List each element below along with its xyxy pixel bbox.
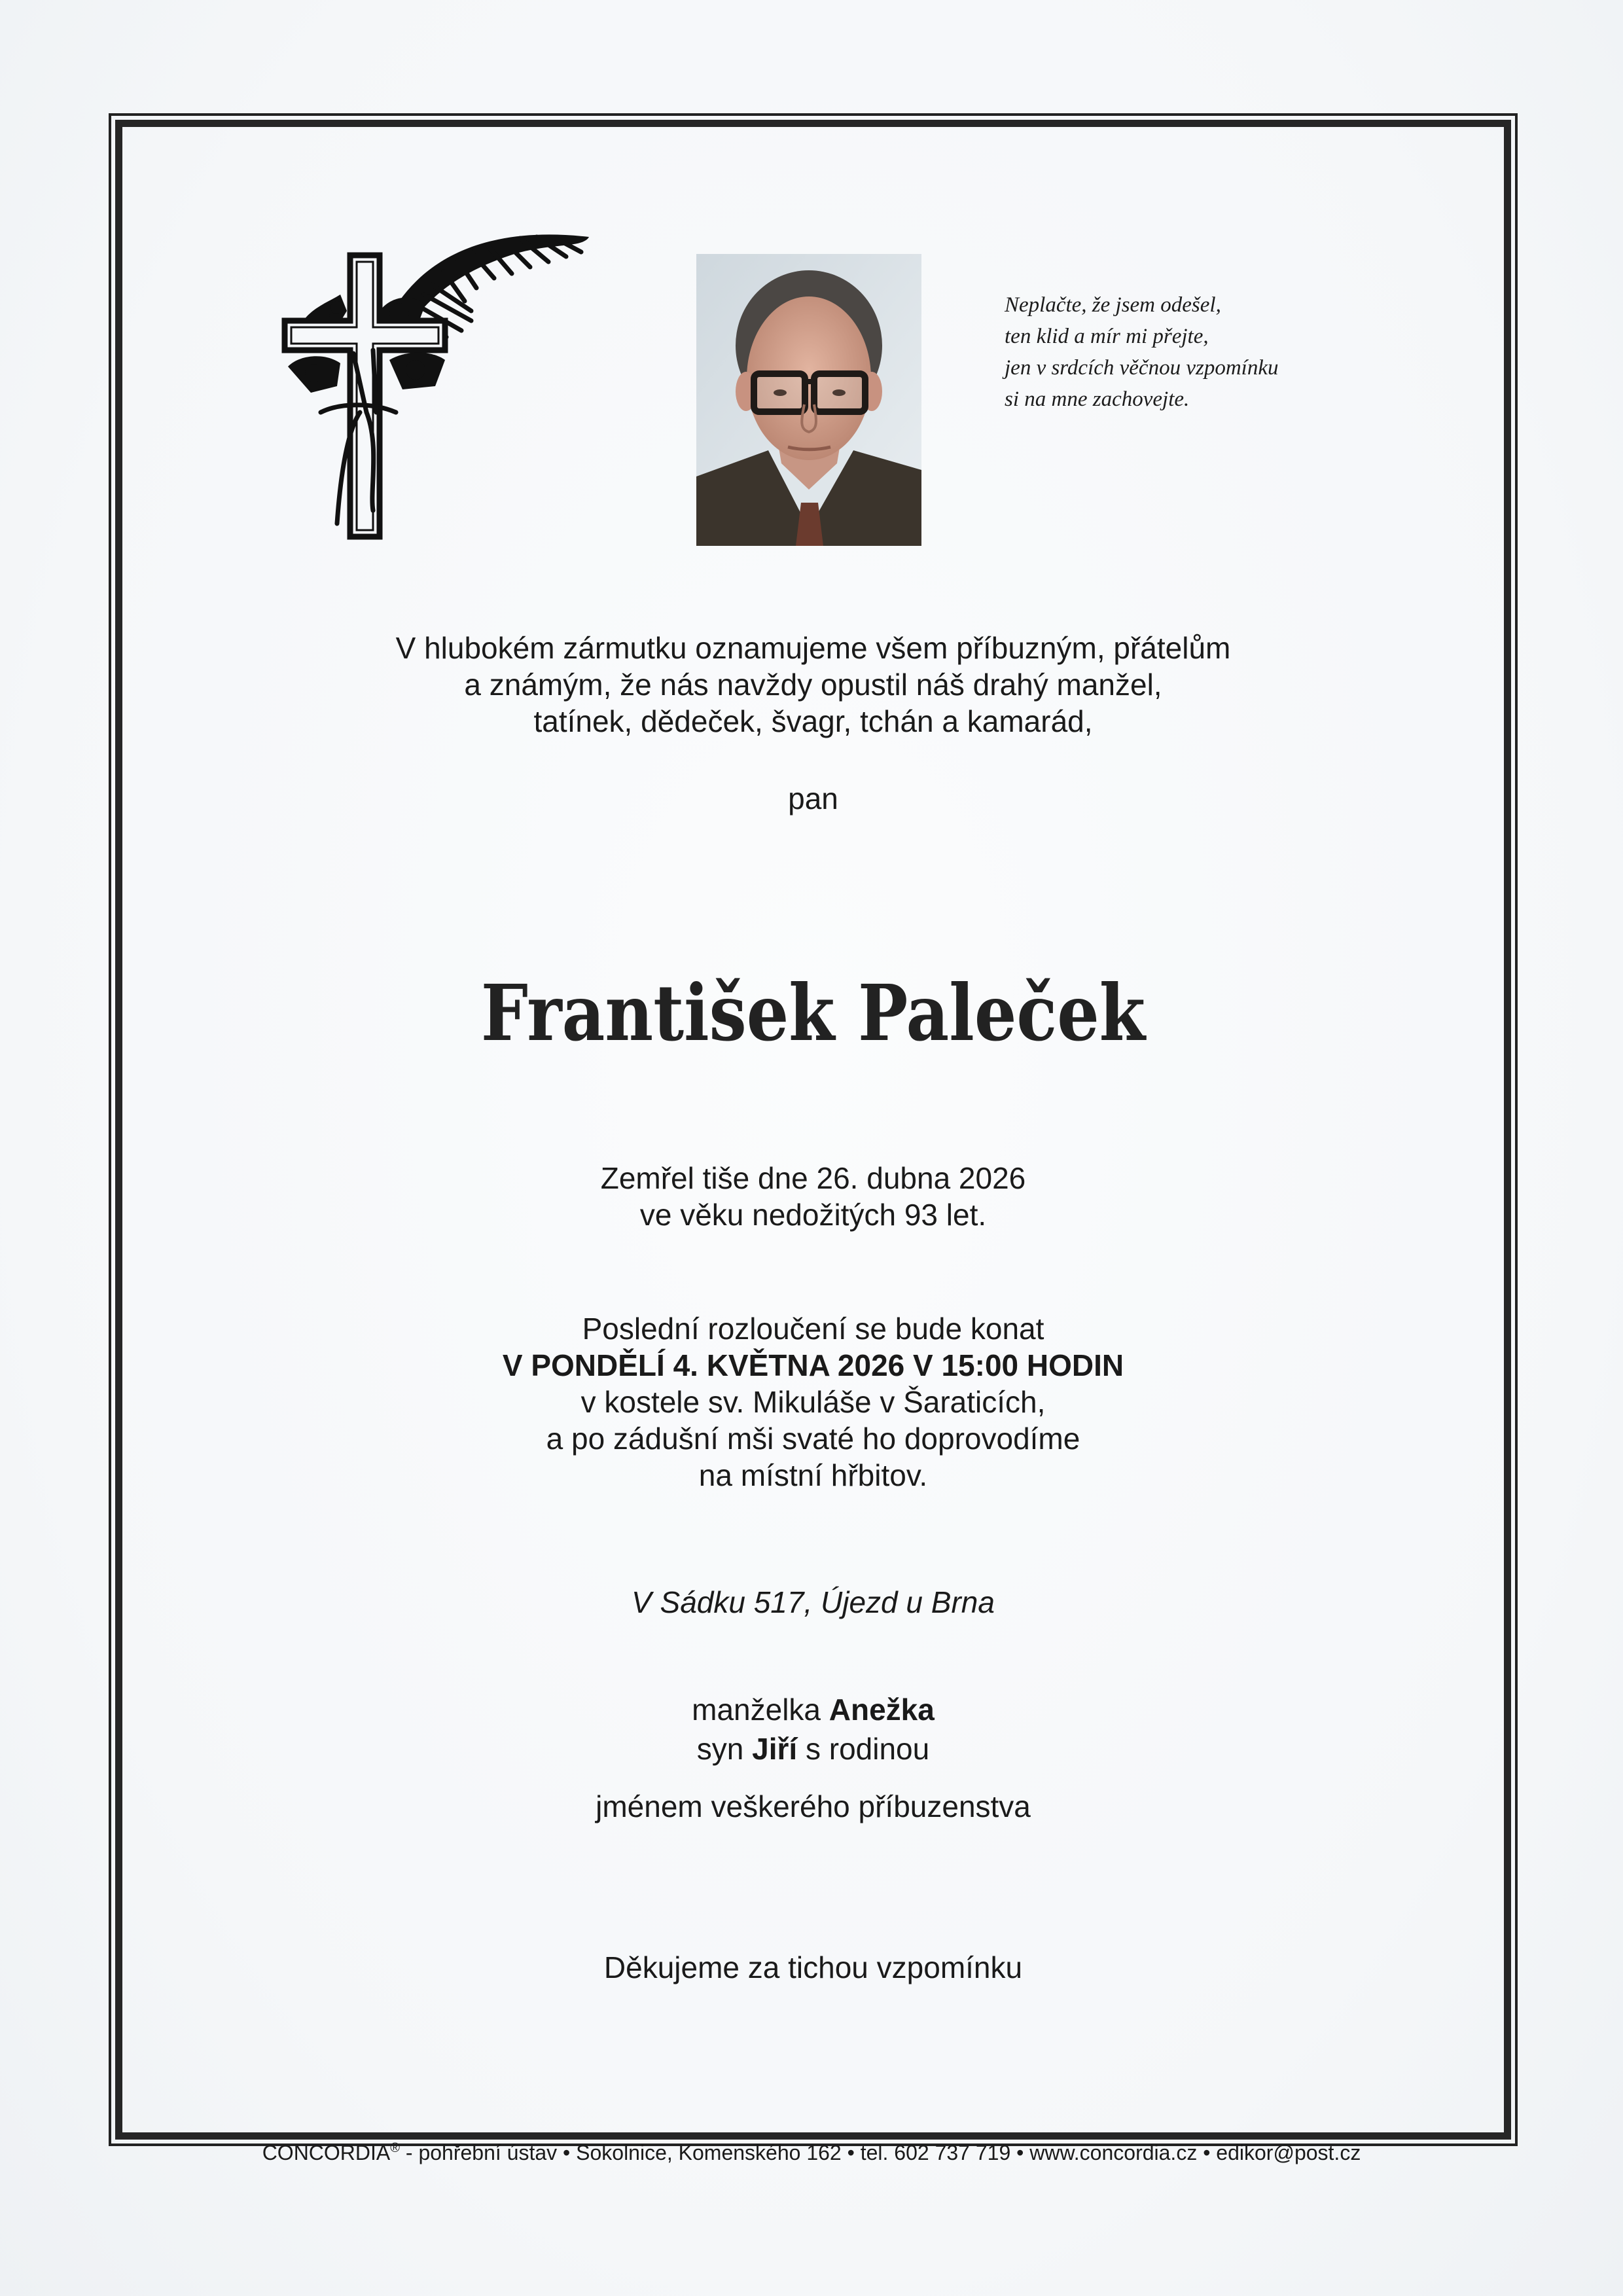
mourner-son (122, 1729, 1505, 1768)
funeral-home-footer (0, 2135, 1623, 2166)
funeral-details (122, 1310, 1505, 1494)
on-behalf-line: jménem veškerého příbuzenstva (596, 1789, 1031, 1823)
death-date-line: Zemřel tiše dne 26. dubna 2026 (600, 1161, 1026, 1195)
funeral-intro: Poslední rozloučení se bude konat (582, 1312, 1044, 1346)
announcement-text (122, 630, 1505, 740)
family-address: V Sádku 517, Újezd u Brna (632, 1585, 995, 1619)
announcement-line: V hlubokém zármutku oznamujeme všem příbuzným, přátelům (395, 631, 1231, 665)
poem-line: Neplačte, že jsem odešel, (1005, 293, 1221, 317)
thanks-line: Děkujeme za tichou vzpomínku (603, 1950, 1023, 1984)
funeral-line: a po zádušní mši svaté ho doprovodíme (546, 1422, 1080, 1456)
death-details (122, 1160, 1505, 1233)
footer-contact: - pohřební ústav • Sokolnice, Komenského 162 • tel. 602 737 719 • www.concordia.cz • edikor@post.cz (400, 2141, 1361, 2164)
mourner-name: Anežka (829, 1693, 935, 1727)
funeral-datetime: V PONDĚLÍ 4. KVĚTNA 2026 V 15:00 HODIN (502, 1348, 1124, 1382)
title-word: pan (788, 781, 838, 816)
mourner-relation: syn (696, 1732, 744, 1766)
poem-verse (1005, 289, 1397, 415)
age-line: ve věku nedožitých 93 let. (639, 1198, 987, 1232)
deceased-name: František Paleček (480, 967, 1146, 1058)
poem-line: si na mne zachovejte. (1005, 387, 1190, 411)
cross-with-palm-and-flowers-icon (275, 196, 602, 563)
announcement-line: a známým, že nás navždy opustil náš drahý manžel, (464, 668, 1162, 702)
footer-brand: CONCORDIA (262, 2141, 391, 2164)
mourner-wife (122, 1690, 1505, 1729)
mourner-suffix: s rodinou (805, 1732, 930, 1766)
mourners-list (122, 1690, 1505, 1768)
announcement-line: tatínek, dědeček, švagr, tchán a kamarád, (533, 704, 1093, 738)
registered-mark: ® (390, 2141, 400, 2155)
funeral-line: na místní hřbitov. (698, 1458, 928, 1492)
funeral-line: v kostele sv. Mikuláše v Šaraticích, (580, 1385, 1046, 1419)
poem-line: ten klid a mír mi přejte, (1005, 325, 1209, 348)
poem-line: jen v srdcích věčnou vzpomínku (1005, 356, 1279, 380)
mourner-name: Jiří (752, 1732, 798, 1766)
portrait-photo (696, 254, 921, 546)
mourner-relation: manželka (692, 1693, 821, 1727)
